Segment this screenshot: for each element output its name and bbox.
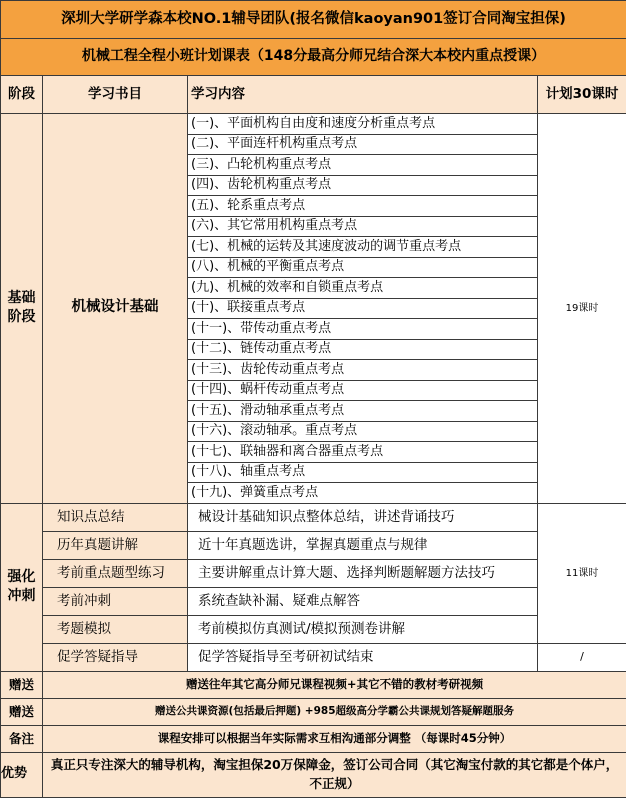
note-text: 课程安排可以根据当年实际需求互相沟通部分调整 （每课时45分钟） — [43, 725, 626, 752]
basic-topic: (十六)、滚动轴承。重点考点 — [188, 421, 538, 442]
basic-book: 机械设计基础 — [43, 114, 188, 504]
basic-topic: (二)、平面连杆机构重点考点 — [188, 134, 538, 155]
advantage-row — [1, 752, 626, 797]
basic-topic: (十三)、齿轮传动重点考点 — [188, 360, 538, 381]
subtitle-row — [1, 39, 626, 76]
advantage-text: 真正只专注深大的辅导机构，淘宝担保20万保障金，签订公司合同（其它淘宝付款的其它都是个体户，不正规） — [43, 752, 626, 797]
header-plan: 计划30课时 — [538, 76, 626, 114]
basic-topic: (三)、凸轮机构重点考点 — [188, 155, 538, 176]
strengthen-row — [1, 531, 626, 559]
gift1-text: 赠送往年其它高分师兄课程视频+其它不错的教材考研视频 — [43, 671, 626, 698]
strengthen-item: 知识点总结 — [43, 503, 188, 531]
note-label: 备注 — [1, 725, 43, 752]
basic-topic: (六)、其它常用机构重点考点 — [188, 216, 538, 237]
note-row — [1, 725, 626, 752]
basic-row — [1, 114, 626, 135]
page-title: 深圳大学研学森本校NO.1辅导团队(报名微信kaoyan901签订合同淘宝担保) — [1, 1, 626, 39]
strengthen-desc: 械设计基础知识点整体总结，讲述背诵技巧 — [188, 503, 538, 531]
basic-hours: 19课时 — [538, 114, 626, 504]
basic-topic: (八)、机械的平衡重点考点 — [188, 257, 538, 278]
strengthen-row — [1, 587, 626, 615]
gift2-text: 赠送公共课资源(包括最后押题) +985超级高分学霸公共课规划答疑解题服务 — [43, 698, 626, 725]
strengthen-desc: 近十年真题选讲，掌握真题重点与规律 — [188, 531, 538, 559]
strengthen-slash: / — [538, 643, 626, 671]
basic-stage-line2: 阶段 — [7, 309, 36, 326]
strengthen-item: 历年真题讲解 — [43, 531, 188, 559]
gift2-label: 赠送 — [1, 698, 43, 725]
basic-topic: (七)、机械的运转及其速度波动的调节重点考点 — [188, 237, 538, 258]
gift2-row — [1, 698, 626, 725]
strengthen-hours: 11课时 — [538, 503, 626, 643]
strengthen-stage-line2: 冲刺 — [7, 588, 36, 604]
title-row — [1, 1, 626, 39]
strengthen-desc: 促学答疑指导至考研初试结束 — [188, 643, 538, 671]
basic-topic: (九)、机械的效率和自锁重点考点 — [188, 278, 538, 299]
strengthen-item: 促学答疑指导 — [43, 643, 188, 671]
basic-stage-line1: 基础 — [7, 290, 36, 307]
basic-stage-cell — [1, 114, 43, 504]
strengthen-row — [1, 559, 626, 587]
strengthen-row — [1, 615, 626, 643]
basic-topic: (十二)、链传动重点考点 — [188, 339, 538, 360]
basic-topic: (十一)、带传动重点考点 — [188, 319, 538, 340]
basic-topic: (十四)、蜗杆传动重点考点 — [188, 380, 538, 401]
header-book: 学习书目 — [43, 76, 188, 114]
header-stage: 阶段 — [1, 76, 43, 114]
basic-topic: (十七)、联轴器和离合器重点考点 — [188, 442, 538, 463]
strengthen-desc: 系统查缺补漏、疑难点解答 — [188, 587, 538, 615]
strengthen-desc: 考前模拟仿真测试/模拟预测卷讲解 — [188, 615, 538, 643]
strengthen-row — [1, 643, 626, 671]
basic-topic: (十)、联接重点考点 — [188, 298, 538, 319]
advantage-label: 优势 — [1, 752, 43, 797]
strengthen-row — [1, 503, 626, 531]
strengthen-item: 考前冲刺 — [43, 587, 188, 615]
basic-topic: (一)、平面机构自由度和速度分析重点考点 — [188, 114, 538, 135]
basic-topic: (四)、齿轮机构重点考点 — [188, 175, 538, 196]
header-row — [1, 76, 626, 114]
strengthen-item: 考题模拟 — [43, 615, 188, 643]
basic-topic: (十九)、弹簧重点考点 — [188, 483, 538, 504]
header-content: 学习内容 — [188, 76, 538, 114]
basic-topic: (十八)、轴重点考点 — [188, 462, 538, 483]
gift1-row — [1, 671, 626, 698]
basic-topic: (十五)、滑动轴承重点考点 — [188, 401, 538, 422]
strengthen-item: 考前重点题型练习 — [43, 559, 188, 587]
strengthen-stage-line1: 强化 — [7, 569, 36, 586]
strengthen-stage-cell — [1, 503, 43, 671]
strengthen-desc: 主要讲解重点计算大题、选择判断题解题方法技巧 — [188, 559, 538, 587]
page-subtitle: 机械工程全程小班计划课表（148分最高分师兄结合深大本校内重点授课） — [1, 39, 626, 76]
gift1-label: 赠送 — [1, 671, 43, 698]
basic-topic: (五)、轮系重点考点 — [188, 196, 538, 217]
